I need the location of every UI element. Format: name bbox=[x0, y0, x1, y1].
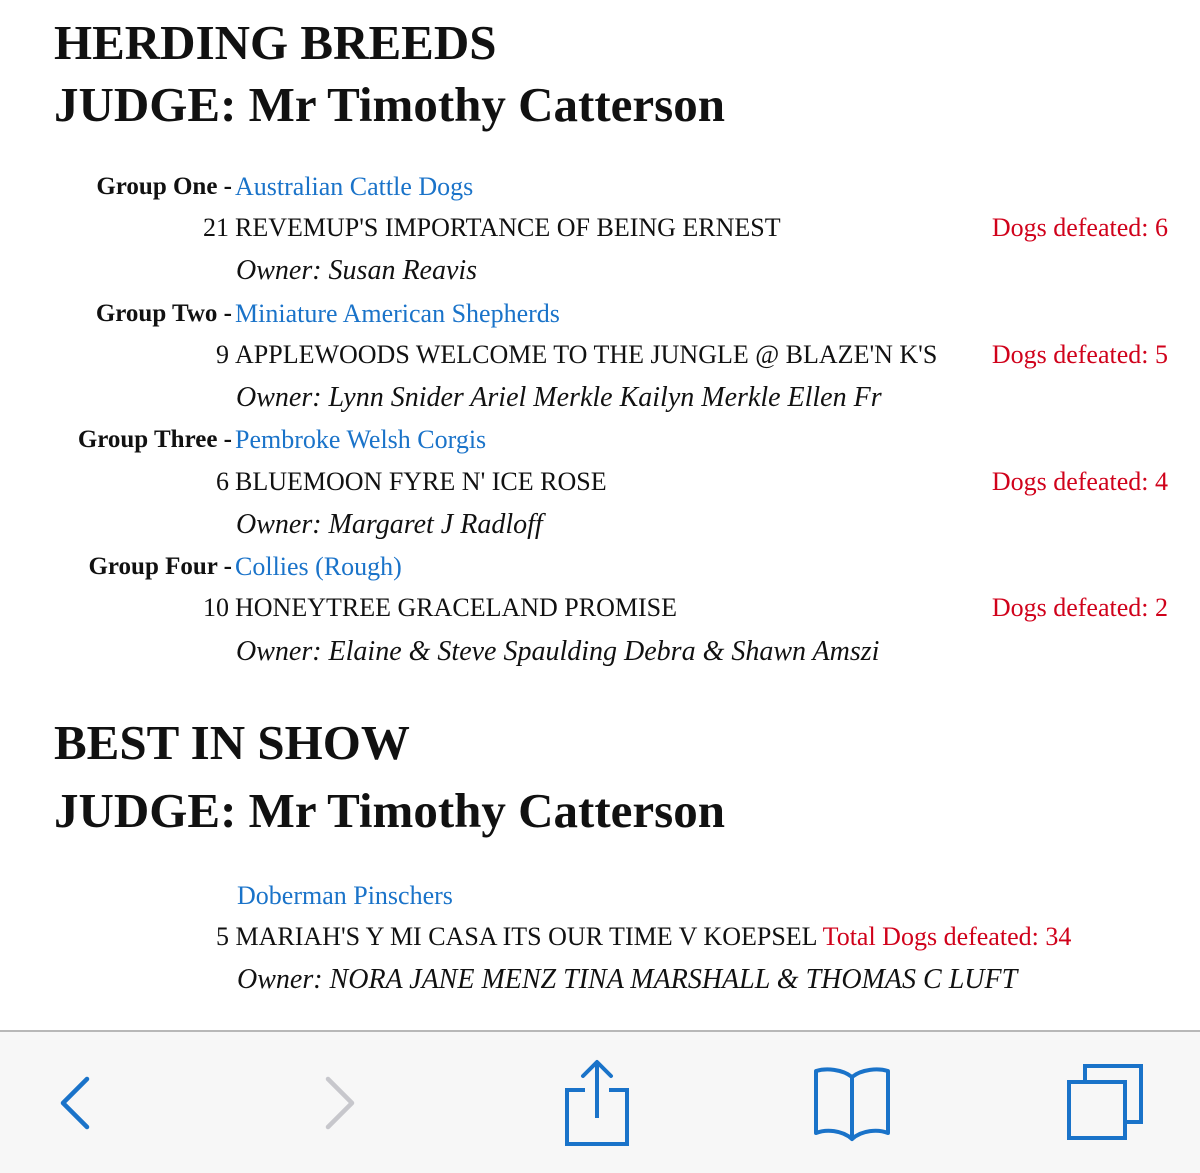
dogs-defeated: Dogs defeated: 2 bbox=[991, 593, 1168, 622]
dog-name: HONEYTREE GRACELAND PROMISE bbox=[235, 593, 677, 622]
owner-text: Owner: Lynn Snider Ariel Merkle Kailyn Merkle Ellen Fr bbox=[236, 382, 882, 413]
breed-link[interactable]: Miniature American Shepherds bbox=[235, 299, 560, 328]
group-label: Group Two - bbox=[95, 300, 232, 327]
share-button[interactable] bbox=[537, 1032, 657, 1173]
section-title-herding: HERDING BREEDS bbox=[54, 15, 497, 70]
judge-heading-herding: JUDGE: Mr Timothy Catterson bbox=[54, 77, 725, 132]
best-in-show-dog: 5 MARIAH'S Y MI CASA ITS OUR TIME V KOEPSEL bbox=[216, 922, 817, 951]
back-chevron-icon bbox=[55, 1073, 95, 1133]
breed-link[interactable]: Australian Cattle Dogs bbox=[235, 172, 474, 201]
dog-name: REVEMUP'S IMPORTANCE OF BEING ERNEST bbox=[235, 213, 781, 242]
dogs-defeated: Dogs defeated: 4 bbox=[991, 467, 1168, 496]
group-label: Group Three - bbox=[77, 426, 232, 453]
owner-text: Owner: Margaret J Radloff bbox=[236, 509, 543, 540]
section-title-best-in-show: BEST IN SHOW bbox=[54, 715, 410, 770]
forward-chevron-icon bbox=[320, 1073, 360, 1133]
breed-link[interactable]: Doberman Pinschers bbox=[237, 881, 453, 910]
dog-name: BLUEMOON FYRE N' ICE ROSE bbox=[235, 467, 607, 496]
dog-name: APPLEWOODS WELCOME TO THE JUNGLE @ BLAZE'N K'S bbox=[235, 340, 938, 369]
dogs-defeated: Dogs defeated: 5 bbox=[991, 340, 1168, 369]
tabs-icon bbox=[1065, 1063, 1145, 1143]
breed-link[interactable]: Pembroke Welsh Corgis bbox=[235, 425, 487, 454]
back-button[interactable] bbox=[15, 1032, 135, 1173]
dogs-defeated: Dogs defeated: 6 bbox=[991, 213, 1168, 242]
dog-number: 9 bbox=[216, 340, 229, 369]
group-label: Group One - bbox=[96, 173, 232, 200]
owner-text: Owner: NORA JANE MENZ TINA MARSHALL & THOMAS C LUFT bbox=[237, 964, 1018, 995]
best-in-show-line bbox=[216, 922, 1071, 952]
owner-text: Owner: Elaine & Steve Spaulding Debra & Shawn Amszi bbox=[236, 636, 880, 667]
forward-button[interactable] bbox=[280, 1032, 400, 1173]
owner-text: Owner: Susan Reavis bbox=[236, 255, 478, 286]
dog-number: 6 bbox=[216, 467, 229, 496]
judge-heading-best-in-show: JUDGE: Mr Timothy Catterson bbox=[54, 783, 725, 838]
browser-toolbar bbox=[0, 1030, 1200, 1173]
total-dogs-defeated: Total Dogs defeated: 34 bbox=[822, 922, 1072, 951]
bookmarks-button[interactable] bbox=[792, 1032, 912, 1173]
tabs-button[interactable] bbox=[1045, 1032, 1165, 1173]
dog-number: 21 bbox=[203, 213, 229, 242]
share-icon bbox=[562, 1058, 632, 1148]
bookmarks-icon bbox=[812, 1063, 892, 1143]
dog-number: 10 bbox=[203, 593, 229, 622]
breed-link[interactable]: Collies (Rough) bbox=[235, 552, 402, 581]
group-label: Group Four - bbox=[88, 553, 232, 580]
